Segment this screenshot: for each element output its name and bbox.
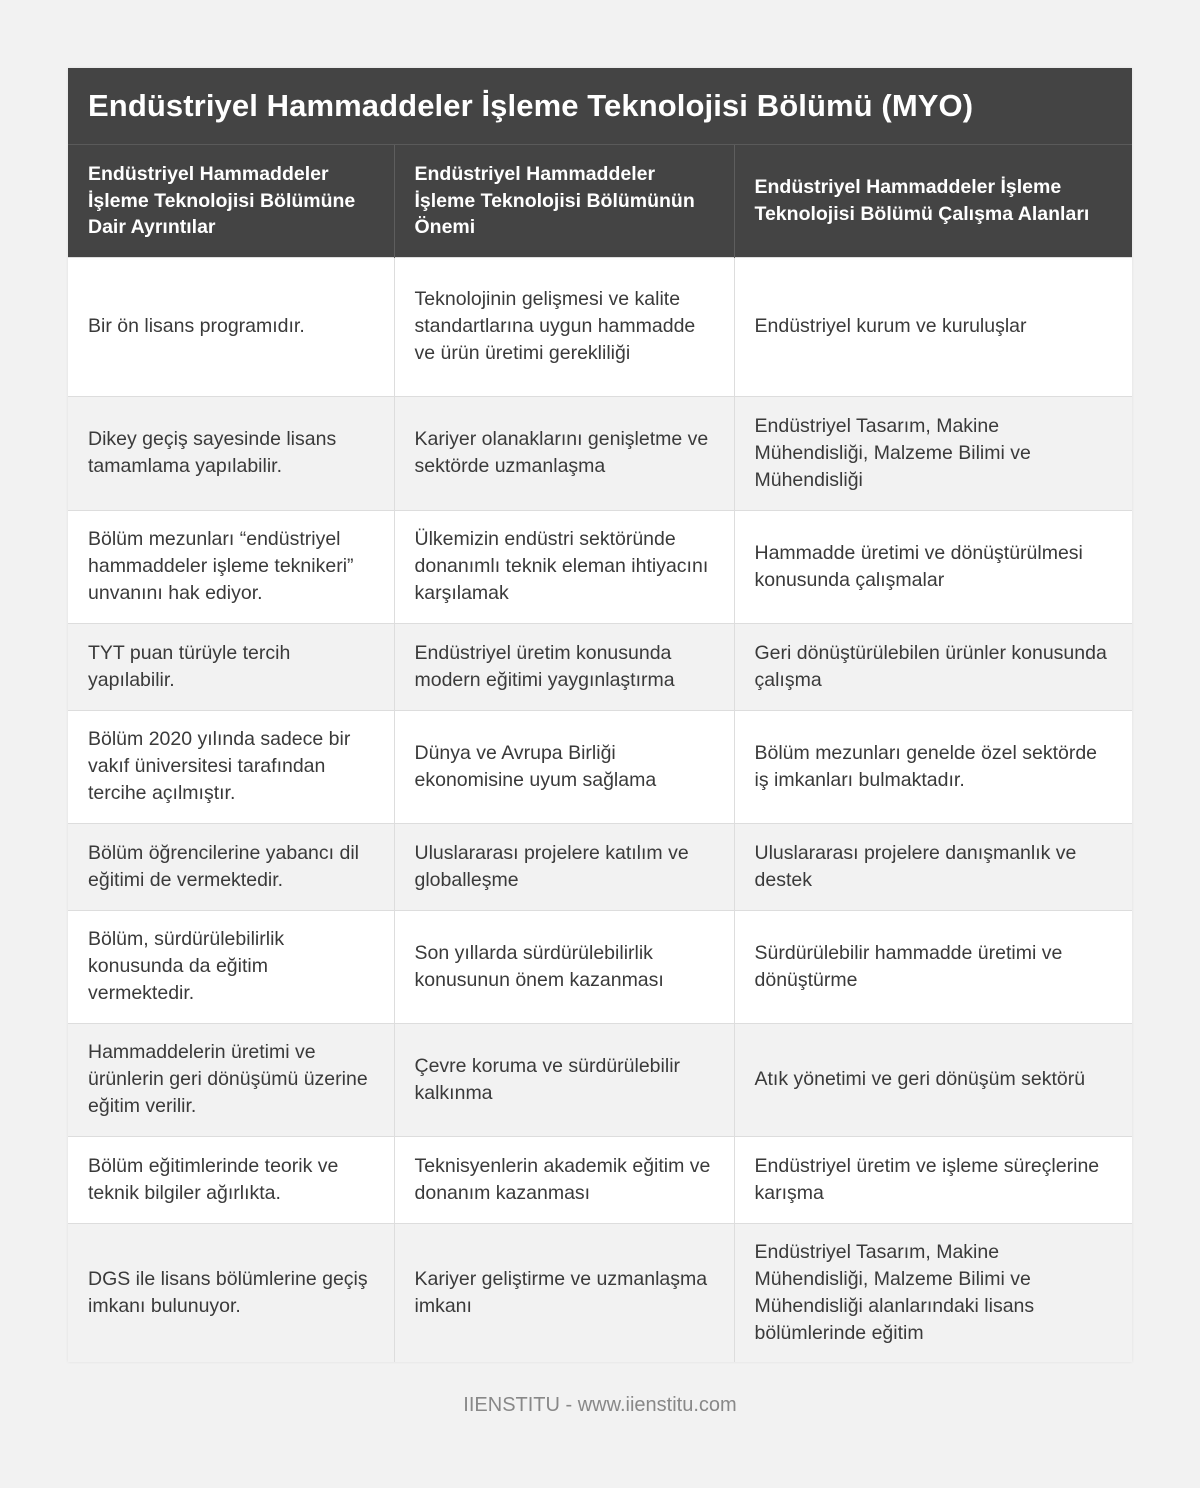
table-cell: Atık yönetimi ve geri dönüşüm sektörü — [734, 1023, 1132, 1136]
table-row — [68, 710, 1132, 823]
table-cell: Bölüm, sürdürülebilirlik konusunda da eğitim vermektedir. — [68, 910, 394, 1023]
table-cell: Bölüm mezunları “endüstriyel hammaddeler işleme teknikeri” unvanını hak ediyor. — [68, 510, 394, 623]
column-header-importance: Endüstriyel Hammaddeler İşleme Teknolojisi Bölümünün Önemi — [394, 145, 734, 257]
table-cell: Sürdürülebilir hammadde üretimi ve dönüştürme — [734, 910, 1132, 1023]
table-cell: Bölüm eğitimlerinde teorik ve teknik bilgiler ağırlıkta. — [68, 1136, 394, 1223]
table-cell: Ülkemizin endüstri sektöründe donanımlı teknik eleman ihtiyacını karşılamak — [394, 510, 734, 623]
table-cell: Teknolojinin gelişmesi ve kalite standartlarına uygun hammadde ve ürün üretimi gerekliliği — [394, 257, 734, 396]
table-cell: Bölüm öğrencilerine yabancı dil eğitimi de vermektedir. — [68, 823, 394, 910]
table-row — [68, 257, 1132, 396]
table-cell: Endüstriyel Tasarım, Makine Mühendisliği, Malzeme Bilimi ve Mühendisliği — [734, 396, 1132, 510]
table-row — [68, 1136, 1132, 1223]
table-row — [68, 823, 1132, 910]
table-cell: Teknisyenlerin akademik eğitim ve donanım kazanması — [394, 1136, 734, 1223]
table-cell: Uluslararası projelere danışmanlık ve destek — [734, 823, 1132, 910]
table-cell: Dünya ve Avrupa Birliği ekonomisine uyum sağlama — [394, 710, 734, 823]
table-cell: Dikey geçiş sayesinde lisans tamamlama yapılabilir. — [68, 396, 394, 510]
table-cell: Bölüm mezunları genelde özel sektörde iş imkanları bulmaktadır. — [734, 710, 1132, 823]
table-row — [68, 1023, 1132, 1136]
table-cell: Geri dönüştürülebilen ürünler konusunda çalışma — [734, 623, 1132, 710]
table-row — [68, 396, 1132, 510]
table-cell: Çevre koruma ve sürdürülebilir kalkınma — [394, 1023, 734, 1136]
table-cell: Endüstriyel Tasarım, Makine Mühendisliği, Malzeme Bilimi ve Mühendisliği alanlarındaki lisans bölümlerinde eğitim — [734, 1223, 1132, 1362]
table-cell: Son yıllarda sürdürülebilirlik konusunun önem kazanması — [394, 910, 734, 1023]
table-cell: DGS ile lisans bölümlerine geçiş imkanı bulunuyor. — [68, 1223, 394, 1362]
info-table-card — [68, 68, 1132, 1362]
table-cell: Endüstriyel üretim ve işleme süreçlerine karışma — [734, 1136, 1132, 1223]
table-title: Endüstriyel Hammaddeler İşleme Teknolojisi Bölümü (MYO) — [88, 88, 974, 123]
table-row — [68, 623, 1132, 710]
table-cell: Kariyer olanaklarını genişletme ve sektörde uzmanlaşma — [394, 396, 734, 510]
title-bar — [68, 68, 1132, 145]
table-cell: Uluslararası projelere katılım ve globalleşme — [394, 823, 734, 910]
header-row — [68, 145, 1132, 257]
info-table — [68, 145, 1132, 1362]
table-cell: TYT puan türüyle tercih yapılabilir. — [68, 623, 394, 710]
table-row — [68, 1223, 1132, 1362]
table-cell: Hammaddelerin üretimi ve ürünlerin geri dönüşümü üzerine eğitim verilir. — [68, 1023, 394, 1136]
table-cell: Kariyer geliştirme ve uzmanlaşma imkanı — [394, 1223, 734, 1362]
footer-credit: IIENSTITU - www.iienstitu.com — [463, 1394, 737, 1416]
table-cell: Endüstriyel kurum ve kuruluşlar — [734, 257, 1132, 396]
table-cell: Hammadde üretimi ve dönüştürülmesi konusunda çalışmalar — [734, 510, 1132, 623]
table-cell: Endüstriyel üretim konusunda modern eğitimi yaygınlaştırma — [394, 623, 734, 710]
table-cell: Bir ön lisans programıdır. — [68, 257, 394, 396]
column-header-details: Endüstriyel Hammaddeler İşleme Teknolojisi Bölümüne Dair Ayrıntılar — [68, 145, 394, 257]
table-cell: Bölüm 2020 yılında sadece bir vakıf üniversitesi tarafından tercihe açılmıştır. — [68, 710, 394, 823]
table-row — [68, 910, 1132, 1023]
column-header-work-areas: Endüstriyel Hammaddeler İşleme Teknolojisi Bölümü Çalışma Alanları — [734, 145, 1132, 257]
table-row — [68, 510, 1132, 623]
